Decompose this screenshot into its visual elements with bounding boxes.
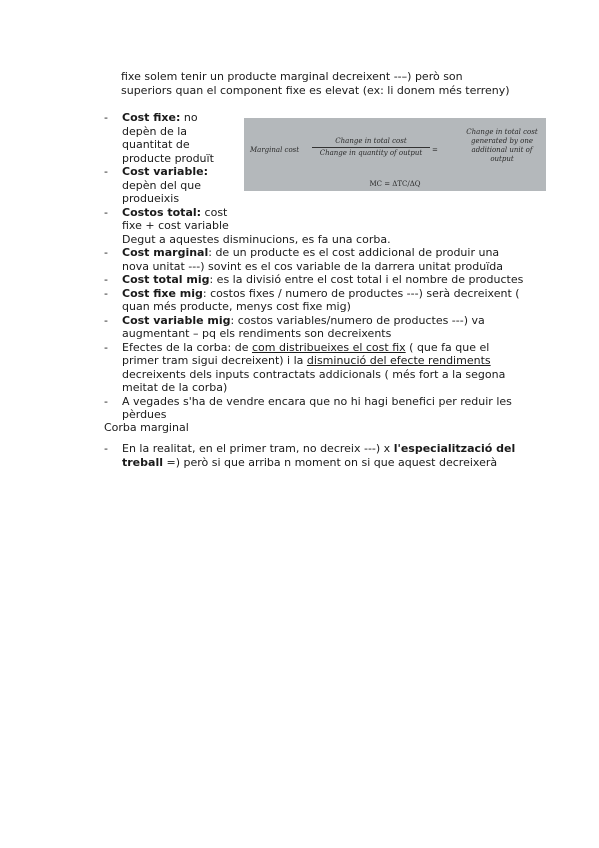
list-item-cost-fixe <box>104 111 232 165</box>
def-cost-variable: depèn del que produeixis <box>122 178 201 205</box>
cost-list-c <box>104 442 524 469</box>
list-item-cost-variable <box>104 165 232 206</box>
formula-description: Change in total cost generated by one additional unit of output <box>466 128 538 163</box>
section-heading-corba-marginal: Corba marginal <box>104 421 189 434</box>
intro-line-1: fixe solem tenir un producte marginal decreixent --–) però son <box>121 70 463 83</box>
formula-lhs: Marginal cost <box>250 146 300 154</box>
bullet-dash: - <box>104 313 108 327</box>
marginal-cost-formula-image <box>244 118 546 191</box>
vegades-text: A vegades s'ha de vendre encara que no hi hagi benefici per reduir les pèrdues <box>122 394 512 421</box>
list-item-cost-total-mig <box>104 273 524 287</box>
realitat-pre: En la realitat, en el primer tram, no decreix ---) x <box>122 442 394 455</box>
bullet-dash: - <box>104 442 108 455</box>
efectes-post: decreixents dels inputs contractats addicionals ( més fort a la segona meitat de la corba) <box>122 367 506 394</box>
formula-numerator: Change in total cost <box>312 136 430 148</box>
formula-equals: = <box>432 146 438 154</box>
term-cost-fixe-mig: Cost fixe mig <box>122 286 203 300</box>
bullet-dash: - <box>104 205 108 219</box>
costos-total-followup: Degut a aquestes disminucions, es fa una corba. <box>122 232 391 246</box>
efectes-pre: Efectes de la corba: de <box>122 340 252 354</box>
def-cost-marginal: : de un producte es el cost addicional de produir una nova unitat ---) sovint es el cos variable de la darrera unitat produïda <box>122 246 503 273</box>
def-costos-total: cost fixe + cost variable <box>122 205 229 232</box>
formula-fraction <box>312 136 430 158</box>
list-item-efectes-corba <box>104 341 524 395</box>
intro-paragraph <box>121 70 541 97</box>
bullet-dash: - <box>104 340 108 354</box>
list-item-vegades <box>104 395 524 422</box>
intro-line-2: superiors quan el component fixe es elevat (ex: li donem més terreny) <box>121 83 510 97</box>
list-item-realitat <box>104 442 524 469</box>
def-cost-fixe: no depèn de la quantitat de producte produït <box>122 111 214 165</box>
formula-mc: MC = ΔTC/ΔQ <box>369 180 421 188</box>
bullet-dash: - <box>104 286 108 300</box>
efectes-underline-2: disminució del efecte rendiments <box>306 354 491 367</box>
term-cost-variable-mig: Cost variable mig <box>122 313 231 327</box>
realitat-post: =) però si que arriba n moment on si que aquest decreixerà <box>162 455 498 469</box>
bullet-dash: - <box>104 394 108 408</box>
bullet-dash: - <box>104 111 108 124</box>
term-cost-marginal: Cost marginal <box>122 246 209 259</box>
realitat-bold: l'especialització del treball <box>122 442 516 469</box>
efectes-underline-1: com distribueixes el cost fix <box>251 340 406 354</box>
term-cost-fixe: Cost fixe: <box>122 111 181 124</box>
term-costos-total: Costos total: <box>122 205 202 219</box>
def-cost-fixe-mig: : costos fixes / numero de productes ---) serà decreixent ( quan més producte, menys cost fixe mig) <box>122 286 520 313</box>
list-item-cost-variable-mig <box>104 314 524 341</box>
list-item-cost-marginal <box>104 246 524 273</box>
term-cost-total-mig: Cost total mig <box>122 273 210 286</box>
efectes-mid: ( que fa que el primer tram sigui decreixent) i la <box>122 340 490 367</box>
list-item-costos-total <box>104 206 524 247</box>
def-cost-variable-mig: : costos variables/numero de productes ---) va augmentant – pq els rendiments son decreixents <box>122 313 485 340</box>
bullet-dash: - <box>104 273 108 286</box>
formula-denominator: Change in quantity of output <box>319 149 423 157</box>
def-cost-total-mig: : es la divisió entre el cost total i el nombre de productes <box>209 273 524 286</box>
list-item-cost-fixe-mig <box>104 287 524 314</box>
bullet-dash: - <box>104 246 108 259</box>
term-cost-variable: Cost variable: <box>122 165 208 178</box>
bullet-dash: - <box>104 165 108 178</box>
